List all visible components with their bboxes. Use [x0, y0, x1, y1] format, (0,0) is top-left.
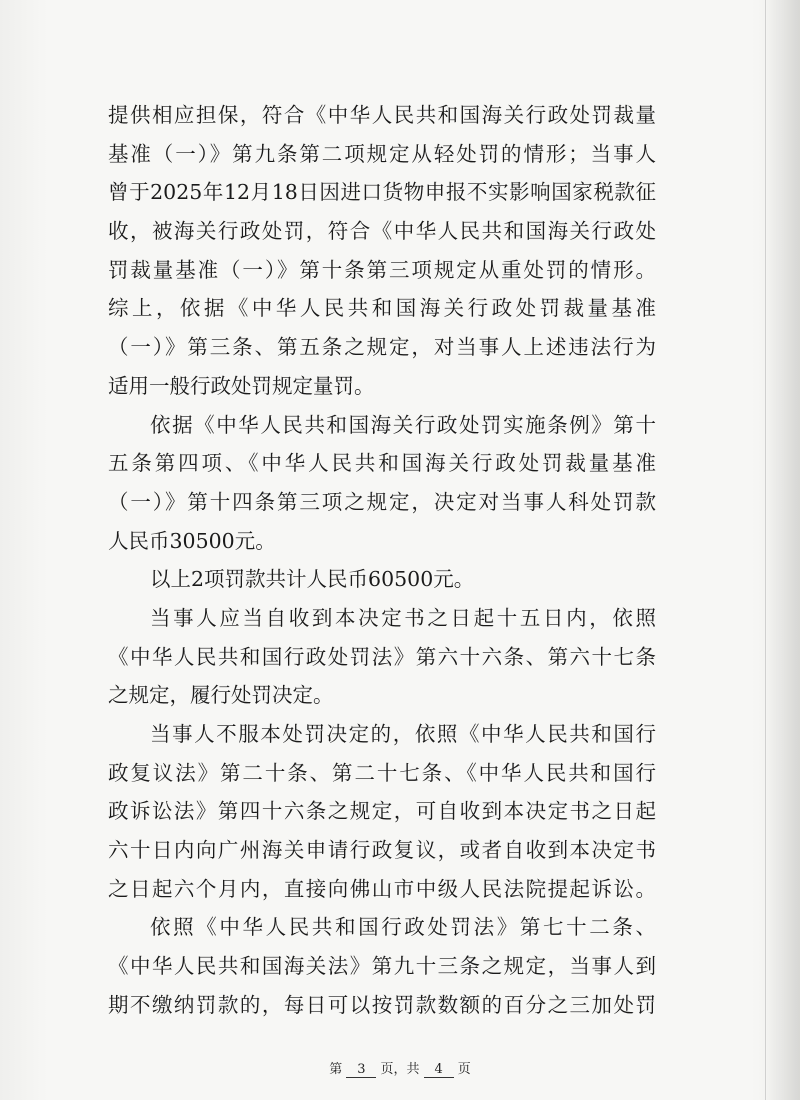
text-line: 当事人不服本处罚决定的，依照《中华人民共和国行: [150, 722, 656, 746]
text-line: 基准（一）》第九条第二项规定从轻处罚的情形；当事人: [108, 141, 656, 166]
footer-prefix: 第: [329, 1062, 343, 1077]
footer-suffix: 页: [457, 1062, 471, 1077]
footer-total-pages: 4: [424, 1063, 454, 1078]
text-line: 之规定，履行处罚决定。: [108, 683, 334, 708]
text-line: （一）》第三条、第五条之规定，对当事人上述违法行为: [108, 335, 656, 360]
text-line: 之日起六个月内，直接向佛山市中级人民法院提起诉讼。: [108, 876, 656, 901]
text-line: 人民币30500元。: [108, 528, 276, 553]
text-line: （一）》第十四条第三项之规定，决定对当事人科处罚款: [108, 489, 656, 514]
text-line: 曾于2025年12月18日因进口货物申报不实影响国家税款征: [108, 180, 656, 205]
text-line: 《中华人民共和国行政处罚法》第六十六条、第六十七条: [108, 644, 656, 669]
text-line: 综上，依据《中华人民共和国海关行政处罚裁量基准: [108, 296, 656, 321]
text-line: 期不缴纳罚款的，每日可以按罚款数额的百分之三加处罚: [108, 992, 656, 1017]
text-line: 以上2项罚款共计人民币60500元。: [150, 567, 475, 592]
text-line: 当事人应当自收到本决定书之日起十五日内，依照: [150, 605, 656, 630]
footer-page-number: 3: [346, 1063, 376, 1078]
text-line: 依据《中华人民共和国海关行政处罚实施条例》第十: [150, 412, 656, 437]
text-line: 政复议法》第二十条、第二十七条、《中华人民共和国行: [108, 760, 656, 785]
document-body: [108, 96, 656, 1025]
text-line: 政诉讼法》第四十六条之规定，可自收到本决定书之日起: [108, 799, 656, 824]
text-line: 收，被海关行政处罚，符合《中华人民共和国海关行政处: [108, 219, 656, 244]
text-line: 提供相应担保，符合《中华人民共和国海关行政处罚裁量: [108, 103, 656, 127]
footer-middle: 页，共: [380, 1062, 420, 1077]
page-footer: [0, 1058, 800, 1078]
text-line: 罚裁量基准（一）》第十条第三项规定从重处罚的情形。: [108, 257, 656, 282]
text-line: 六十日内向广州海关申请行政复议，或者自收到本决定书: [108, 838, 656, 863]
text-line: 依照《中华人民共和国行政处罚法》第七十二条、: [150, 915, 656, 940]
text-line: 《中华人民共和国海关法》第九十三条之规定，当事人到: [108, 954, 656, 979]
text-line: 适用一般行政处罚规定量罚。: [108, 373, 375, 398]
page-edge-shadow: [765, 0, 800, 1100]
text-line: 五条第四项、《中华人民共和国海关行政处罚裁量基准: [108, 451, 656, 476]
